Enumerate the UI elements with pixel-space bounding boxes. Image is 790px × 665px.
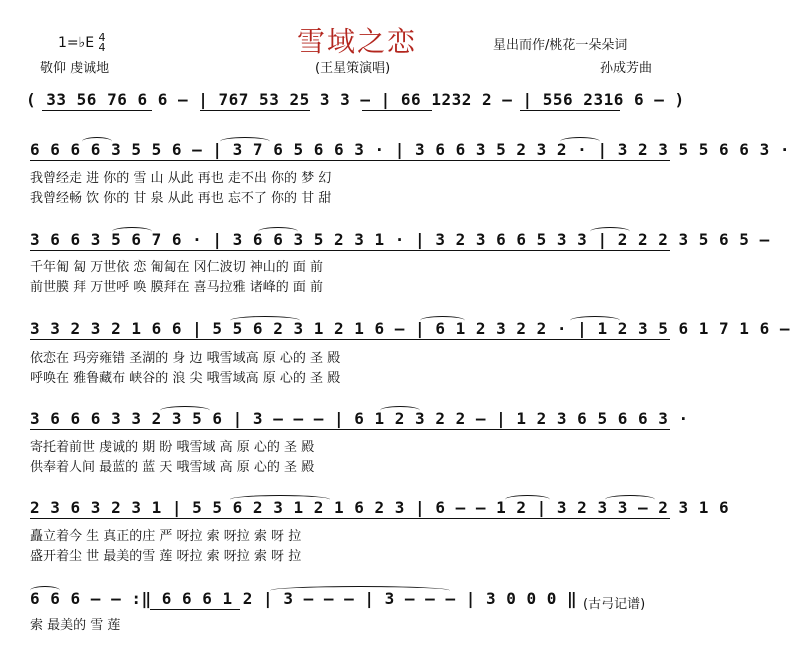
notes-line-6: 2 3 6 3 2 3 1 | 5 5 6 2 3 1 2 1 6 2 3 | 6 – – 1 2 | 3 2 3 3 – 2 3 1 6 (30, 498, 730, 517)
beam-line (520, 110, 620, 111)
notes-line-1: ( 33 56 76 6 6 – | 767 53 25 3 3 – | 66 1232 2 – | 556 2316 6 – ) (26, 90, 685, 109)
notes-line-5: 3 6 6 6 3 3 2 3 5 6 | 3 – – – | 6 1 2 3 2 2 – | 1 2 3 6 5 6 6 3 · (30, 409, 689, 428)
beam-line (150, 609, 240, 610)
beam-line (200, 110, 310, 111)
slur-mark (82, 137, 112, 146)
slur-mark (30, 586, 60, 595)
slur-mark (380, 406, 420, 415)
lyrics-line-6-verse-2: 盛开着尘 世 最美的雪 莲 呀拉 索 呀拉 索 呀 拉 (30, 549, 302, 564)
lyricist-credit: 星出而作/桃花一朵朵词 (493, 38, 628, 53)
slur-mark (570, 316, 620, 325)
lyrics-line-2-verse-1: 我曾经走 进 你的 雪 山 从此 再也 走不出 你的 梦 幻 (30, 171, 332, 186)
singer-credit: (王星策演唱) (315, 61, 391, 76)
key-signature (58, 33, 106, 53)
slur-mark (505, 495, 550, 504)
slur-mark (220, 137, 270, 146)
slur-mark (112, 227, 152, 236)
beam-line (30, 518, 670, 519)
lyrics-line-5-verse-2: 供奉着人间 最蓝的 蓝 天 哦雪域 高 原 心的 圣 殿 (30, 460, 315, 475)
slur-mark (420, 316, 465, 325)
slur-mark (160, 406, 210, 415)
time-signature: 4 4 (98, 31, 106, 54)
lyrics-line-4-verse-1: 依恋在 玛旁雍错 圣湖的 身 边 哦雪域高 原 心的 圣 殿 (30, 351, 341, 366)
beam-line (362, 110, 432, 111)
lyrics-line-5-verse-1: 寄托着前世 虔诚的 期 盼 哦雪域 高 原 心的 圣 殿 (30, 440, 315, 455)
notes-line-4: 3 3 2 3 2 1 6 6 | 5 5 6 2 3 1 2 1 6 – | 6 1 2 3 2 2 · | 1 2 3 5 6 1 7 1 6 – (30, 319, 790, 338)
slur-mark (258, 227, 298, 236)
lyrics-line-3-verse-1: 千年匍 匐 万世依 恋 匍匐在 冈仁波切 神山的 面 前 (30, 260, 324, 275)
notes-line-3: 3 6 6 3 5 6 7 6 · | 3 6 6 3 5 2 3 1 · | 3 2 3 6 6 5 3 3 | 2 2 2 3 5 6 5 – (30, 230, 770, 249)
lyrics-line-7-verse-1: 索 最美的 雪 莲 (30, 618, 121, 633)
notes-line-7: 6 6 6 – – :‖ 6 6 6 1 2 | 3 – – – | 3 – – – | 3 0 0 0 ‖ (30, 589, 578, 608)
key-text: 1=♭E (58, 35, 95, 51)
lyrics-line-4-verse-2: 呼唤在 雅鲁藏布 峡谷的 浪 尖 哦雪域高 原 心的 圣 殿 (30, 371, 341, 386)
song-title: 雪域之恋 (297, 25, 418, 58)
beam-line (30, 339, 670, 340)
beam-line (30, 160, 670, 161)
slur-mark (560, 137, 600, 146)
notes-line-2: 6 6 6 6 3 5 5 6 – | 3 7 6 5 6 6 3 · | 3 6 6 3 5 2 3 2 · | 3 2 3 5 5 6 6 3 · (30, 140, 790, 159)
lyrics-line-3-verse-2: 前世膜 拜 万世呼 唤 膜拜在 喜马拉雅 诸峰的 面 前 (30, 280, 324, 295)
slur-mark (270, 586, 450, 595)
slur-mark (590, 227, 630, 236)
lyrics-line-6-verse-1: 矗立着今 生 真正的庄 严 呀拉 索 呀拉 索 呀 拉 (30, 529, 302, 544)
lyrics-line-2-verse-2: 我曾经畅 饮 你的 甘 泉 从此 再也 忘不了 你的 甘 甜 (30, 191, 332, 206)
beam-line (42, 110, 152, 111)
beam-line (30, 250, 670, 251)
tempo-marking: 敬仰 虔诚地 (40, 61, 110, 76)
slur-mark (230, 495, 330, 504)
slur-mark (605, 495, 655, 504)
notation-credit: (古弓记谱) (583, 597, 646, 612)
beam-line (30, 429, 670, 430)
composer-credit: 孙成芳曲 (600, 61, 653, 76)
slur-mark (230, 316, 300, 325)
